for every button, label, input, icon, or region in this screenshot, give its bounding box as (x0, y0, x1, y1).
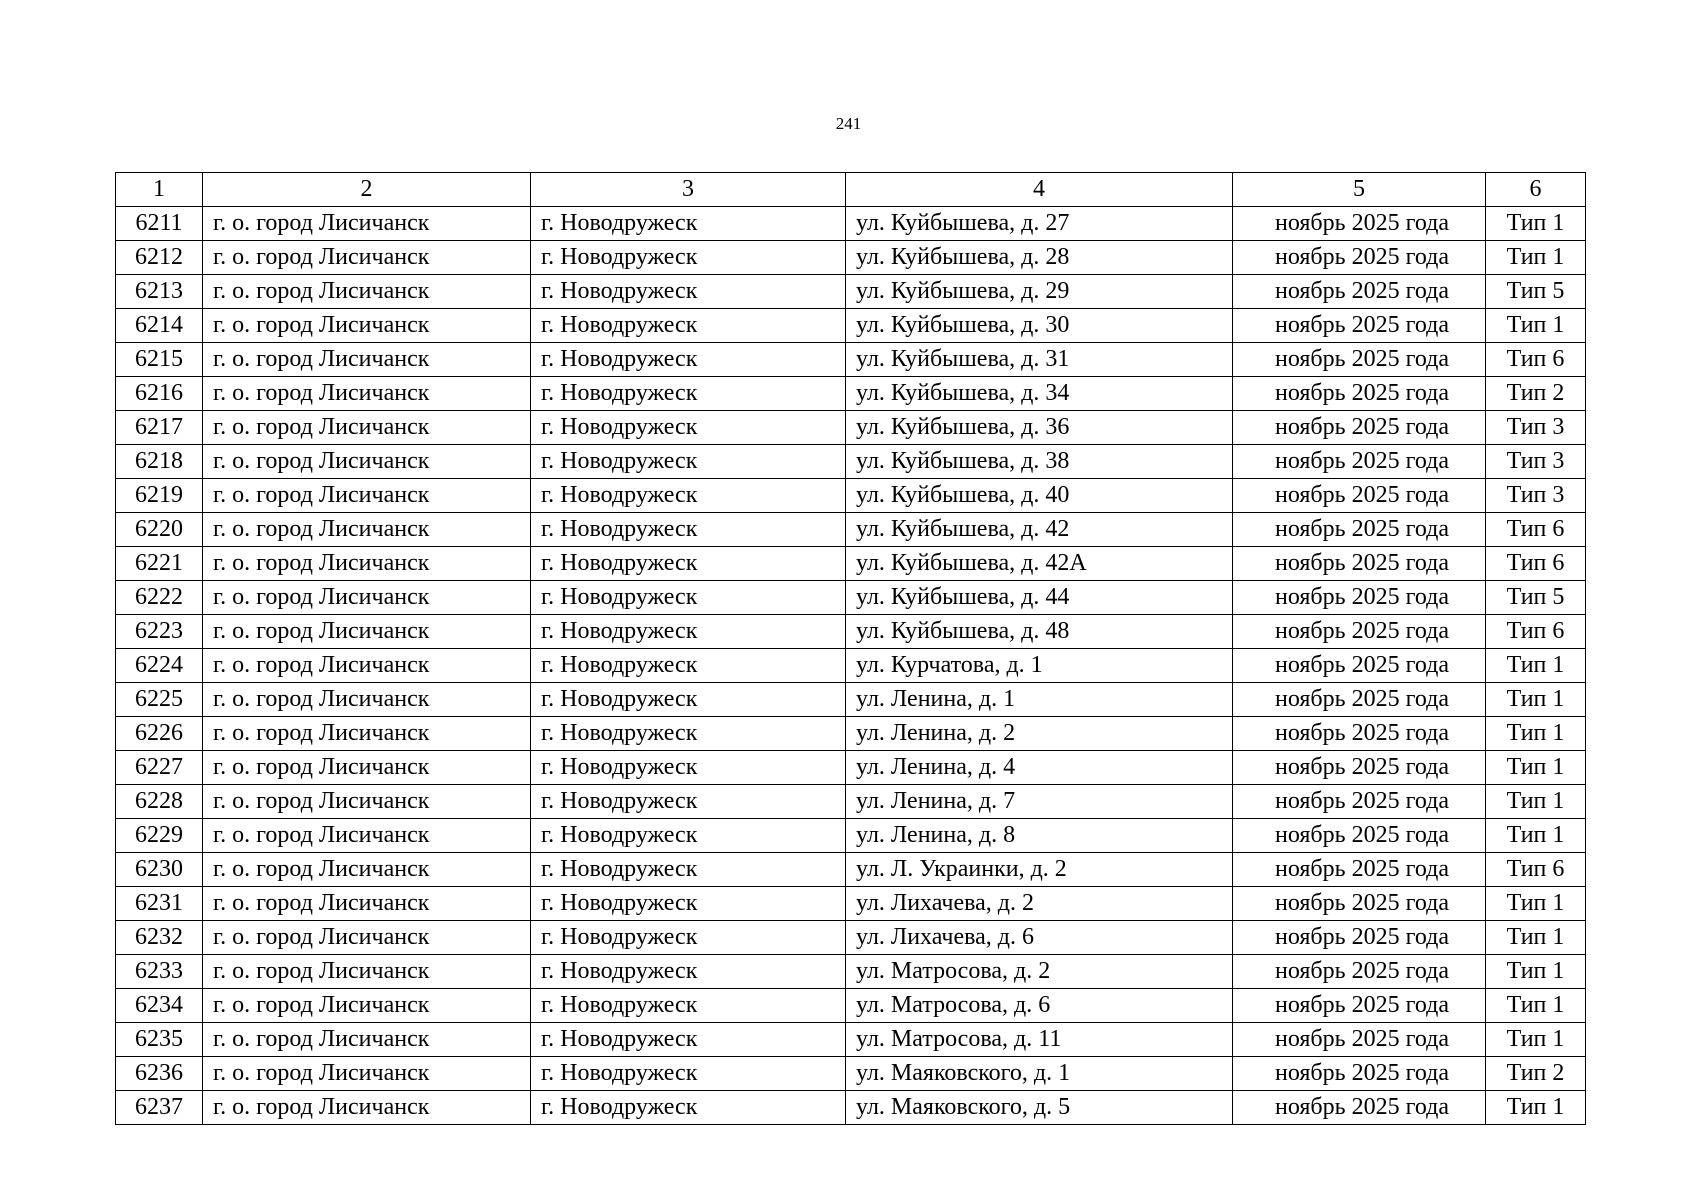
date-cell: ноябрь 2025 года (1233, 921, 1486, 955)
type-cell: Тип 1 (1486, 207, 1586, 241)
city-cell: г. Новодружеск (531, 207, 846, 241)
date-cell: ноябрь 2025 года (1233, 887, 1486, 921)
address-cell: ул. Куйбышева, д. 44 (846, 581, 1233, 615)
type-cell: Тип 5 (1486, 275, 1586, 309)
table-row (116, 1023, 1586, 1057)
city-cell: г. Новодружеск (531, 683, 846, 717)
type-cell: Тип 1 (1486, 683, 1586, 717)
row-number-cell: 6233 (116, 955, 203, 989)
city-cell: г. Новодружеск (531, 309, 846, 343)
row-number-cell: 6215 (116, 343, 203, 377)
date-cell: ноябрь 2025 года (1233, 1057, 1486, 1091)
date-cell: ноябрь 2025 года (1233, 785, 1486, 819)
city-cell: г. Новодружеск (531, 445, 846, 479)
row-number-cell: 6217 (116, 411, 203, 445)
table-row (116, 989, 1586, 1023)
date-cell: ноябрь 2025 года (1233, 275, 1486, 309)
address-cell: ул. Ленина, д. 2 (846, 717, 1233, 751)
page-number: 241 (835, 114, 862, 133)
table-row (116, 241, 1586, 275)
address-cell: ул. Куйбышева, д. 27 (846, 207, 1233, 241)
type-cell: Тип 1 (1486, 1091, 1586, 1125)
table-row (116, 1057, 1586, 1091)
date-cell: ноябрь 2025 года (1233, 1091, 1486, 1125)
type-cell: Тип 1 (1486, 819, 1586, 853)
column-header: 2 (203, 173, 531, 207)
date-cell: ноябрь 2025 года (1233, 479, 1486, 513)
table-row (116, 581, 1586, 615)
district-cell: г. о. город Лисичанск (203, 479, 531, 513)
district-cell: г. о. город Лисичанск (203, 785, 531, 819)
row-number-cell: 6222 (116, 581, 203, 615)
city-cell: г. Новодружеск (531, 887, 846, 921)
column-header: 3 (531, 173, 846, 207)
date-cell: ноябрь 2025 года (1233, 581, 1486, 615)
table-row (116, 343, 1586, 377)
address-cell: ул. Ленина, д. 1 (846, 683, 1233, 717)
type-cell: Тип 5 (1486, 581, 1586, 615)
address-cell: ул. Л. Украинки, д. 2 (846, 853, 1233, 887)
address-cell: ул. Маяковского, д. 5 (846, 1091, 1233, 1125)
city-cell: г. Новодружеск (531, 989, 846, 1023)
table-row (116, 479, 1586, 513)
address-cell: ул. Куйбышева, д. 30 (846, 309, 1233, 343)
type-cell: Тип 6 (1486, 615, 1586, 649)
district-cell: г. о. город Лисичанск (203, 275, 531, 309)
type-cell: Тип 6 (1486, 853, 1586, 887)
address-cell: ул. Куйбышева, д. 48 (846, 615, 1233, 649)
address-cell: ул. Куйбышева, д. 42А (846, 547, 1233, 581)
table-row (116, 207, 1586, 241)
row-number-cell: 6214 (116, 309, 203, 343)
row-number-cell: 6220 (116, 513, 203, 547)
address-cell: ул. Курчатова, д. 1 (846, 649, 1233, 683)
date-cell: ноябрь 2025 года (1233, 853, 1486, 887)
district-cell: г. о. город Лисичанск (203, 309, 531, 343)
date-cell: ноябрь 2025 года (1233, 513, 1486, 547)
city-cell: г. Новодружеск (531, 513, 846, 547)
district-cell: г. о. город Лисичанск (203, 615, 531, 649)
table-row (116, 717, 1586, 751)
type-cell: Тип 6 (1486, 513, 1586, 547)
city-cell: г. Новодружеск (531, 343, 846, 377)
city-cell: г. Новодружеск (531, 717, 846, 751)
row-number-cell: 6228 (116, 785, 203, 819)
table-header-row (116, 173, 1586, 207)
address-cell: ул. Куйбышева, д. 31 (846, 343, 1233, 377)
date-cell: ноябрь 2025 года (1233, 207, 1486, 241)
address-cell: ул. Лихачева, д. 2 (846, 887, 1233, 921)
type-cell: Тип 1 (1486, 751, 1586, 785)
address-cell: ул. Куйбышева, д. 29 (846, 275, 1233, 309)
address-cell: ул. Куйбышева, д. 34 (846, 377, 1233, 411)
date-cell: ноябрь 2025 года (1233, 615, 1486, 649)
table-row (116, 955, 1586, 989)
date-cell: ноябрь 2025 года (1233, 411, 1486, 445)
type-cell: Тип 1 (1486, 649, 1586, 683)
city-cell: г. Новодружеск (531, 1091, 846, 1125)
address-cell: ул. Куйбышева, д. 28 (846, 241, 1233, 275)
address-cell: ул. Матросова, д. 11 (846, 1023, 1233, 1057)
district-cell: г. о. город Лисичанск (203, 717, 531, 751)
district-cell: г. о. город Лисичанск (203, 1091, 531, 1125)
district-cell: г. о. город Лисичанск (203, 241, 531, 275)
type-cell: Тип 1 (1486, 309, 1586, 343)
date-cell: ноябрь 2025 года (1233, 241, 1486, 275)
district-cell: г. о. город Лисичанск (203, 649, 531, 683)
table-row (116, 275, 1586, 309)
city-cell: г. Новодружеск (531, 649, 846, 683)
column-header: 4 (846, 173, 1233, 207)
district-cell: г. о. город Лисичанск (203, 1023, 531, 1057)
type-cell: Тип 3 (1486, 445, 1586, 479)
row-number-cell: 6234 (116, 989, 203, 1023)
date-cell: ноябрь 2025 года (1233, 445, 1486, 479)
address-cell: ул. Маяковского, д. 1 (846, 1057, 1233, 1091)
city-cell: г. Новодружеск (531, 1057, 846, 1091)
column-header: 1 (116, 173, 203, 207)
table-row (116, 887, 1586, 921)
row-number-cell: 6230 (116, 853, 203, 887)
address-cell: ул. Ленина, д. 7 (846, 785, 1233, 819)
row-number-cell: 6212 (116, 241, 203, 275)
table-row (116, 615, 1586, 649)
table-row (116, 1091, 1586, 1125)
district-cell: г. о. город Лисичанск (203, 683, 531, 717)
type-cell: Тип 1 (1486, 955, 1586, 989)
city-cell: г. Новодружеск (531, 1023, 846, 1057)
table-row (116, 547, 1586, 581)
city-cell: г. Новодружеск (531, 275, 846, 309)
date-cell: ноябрь 2025 года (1233, 989, 1486, 1023)
city-cell: г. Новодружеск (531, 853, 846, 887)
type-cell: Тип 1 (1486, 989, 1586, 1023)
address-cell: ул. Куйбышева, д. 36 (846, 411, 1233, 445)
row-number-cell: 6237 (116, 1091, 203, 1125)
table-row (116, 921, 1586, 955)
type-cell: Тип 2 (1486, 1057, 1586, 1091)
city-cell: г. Новодружеск (531, 411, 846, 445)
column-header: 6 (1486, 173, 1586, 207)
row-number-cell: 6225 (116, 683, 203, 717)
district-cell: г. о. город Лисичанск (203, 581, 531, 615)
date-cell: ноябрь 2025 года (1233, 751, 1486, 785)
address-cell: ул. Куйбышева, д. 40 (846, 479, 1233, 513)
table-row (116, 309, 1586, 343)
type-cell: Тип 6 (1486, 547, 1586, 581)
date-cell: ноябрь 2025 года (1233, 683, 1486, 717)
type-cell: Тип 1 (1486, 785, 1586, 819)
city-cell: г. Новодружеск (531, 819, 846, 853)
city-cell: г. Новодружеск (531, 785, 846, 819)
table-row (116, 649, 1586, 683)
table-row (116, 411, 1586, 445)
district-cell: г. о. город Лисичанск (203, 411, 531, 445)
district-cell: г. о. город Лисичанск (203, 751, 531, 785)
type-cell: Тип 3 (1486, 479, 1586, 513)
city-cell: г. Новодружеск (531, 377, 846, 411)
row-number-cell: 6226 (116, 717, 203, 751)
date-cell: ноябрь 2025 года (1233, 717, 1486, 751)
row-number-cell: 6218 (116, 445, 203, 479)
city-cell: г. Новодружеск (531, 547, 846, 581)
date-cell: ноябрь 2025 года (1233, 1023, 1486, 1057)
district-cell: г. о. город Лисичанск (203, 1057, 531, 1091)
date-cell: ноябрь 2025 года (1233, 955, 1486, 989)
column-header: 5 (1233, 173, 1486, 207)
date-cell: ноябрь 2025 года (1233, 649, 1486, 683)
row-number-cell: 6231 (116, 887, 203, 921)
type-cell: Тип 1 (1486, 717, 1586, 751)
type-cell: Тип 1 (1486, 921, 1586, 955)
table-row (116, 445, 1586, 479)
row-number-cell: 6235 (116, 1023, 203, 1057)
table-row (116, 819, 1586, 853)
date-cell: ноябрь 2025 года (1233, 343, 1486, 377)
row-number-cell: 6213 (116, 275, 203, 309)
row-number-cell: 6216 (116, 377, 203, 411)
type-cell: Тип 1 (1486, 241, 1586, 275)
table-row (116, 751, 1586, 785)
type-cell: Тип 2 (1486, 377, 1586, 411)
date-cell: ноябрь 2025 года (1233, 819, 1486, 853)
city-cell: г. Новодружеск (531, 479, 846, 513)
city-cell: г. Новодружеск (531, 581, 846, 615)
address-cell: ул. Матросова, д. 2 (846, 955, 1233, 989)
document-table (115, 172, 1586, 1125)
row-number-cell: 6229 (116, 819, 203, 853)
city-cell: г. Новодружеск (531, 615, 846, 649)
address-cell: ул. Лихачева, д. 6 (846, 921, 1233, 955)
row-number-cell: 6219 (116, 479, 203, 513)
district-cell: г. о. город Лисичанск (203, 207, 531, 241)
district-cell: г. о. город Лисичанск (203, 989, 531, 1023)
row-number-cell: 6224 (116, 649, 203, 683)
district-cell: г. о. город Лисичанск (203, 513, 531, 547)
row-number-cell: 6221 (116, 547, 203, 581)
type-cell: Тип 1 (1486, 1023, 1586, 1057)
date-cell: ноябрь 2025 года (1233, 309, 1486, 343)
table-row (116, 377, 1586, 411)
address-cell: ул. Куйбышева, д. 42 (846, 513, 1233, 547)
table-row (116, 853, 1586, 887)
address-cell: ул. Ленина, д. 4 (846, 751, 1233, 785)
address-cell: ул. Куйбышева, д. 38 (846, 445, 1233, 479)
district-cell: г. о. город Лисичанск (203, 853, 531, 887)
table-row (116, 513, 1586, 547)
city-cell: г. Новодружеск (531, 955, 846, 989)
type-cell: Тип 6 (1486, 343, 1586, 377)
row-number-cell: 6227 (116, 751, 203, 785)
district-cell: г. о. город Лисичанск (203, 377, 531, 411)
district-cell: г. о. город Лисичанск (203, 819, 531, 853)
district-cell: г. о. город Лисичанск (203, 887, 531, 921)
type-cell: Тип 3 (1486, 411, 1586, 445)
date-cell: ноябрь 2025 года (1233, 377, 1486, 411)
row-number-cell: 6236 (116, 1057, 203, 1091)
city-cell: г. Новодружеск (531, 921, 846, 955)
table-row (116, 785, 1586, 819)
address-cell: ул. Матросова, д. 6 (846, 989, 1233, 1023)
row-number-cell: 6223 (116, 615, 203, 649)
type-cell: Тип 1 (1486, 887, 1586, 921)
district-cell: г. о. город Лисичанск (203, 343, 531, 377)
city-cell: г. Новодружеск (531, 751, 846, 785)
district-cell: г. о. город Лисичанск (203, 547, 531, 581)
table-row (116, 683, 1586, 717)
date-cell: ноябрь 2025 года (1233, 547, 1486, 581)
district-cell: г. о. город Лисичанск (203, 955, 531, 989)
district-cell: г. о. город Лисичанск (203, 445, 531, 479)
district-cell: г. о. город Лисичанск (203, 921, 531, 955)
address-cell: ул. Ленина, д. 8 (846, 819, 1233, 853)
row-number-cell: 6232 (116, 921, 203, 955)
row-number-cell: 6211 (116, 207, 203, 241)
city-cell: г. Новодружеск (531, 241, 846, 275)
